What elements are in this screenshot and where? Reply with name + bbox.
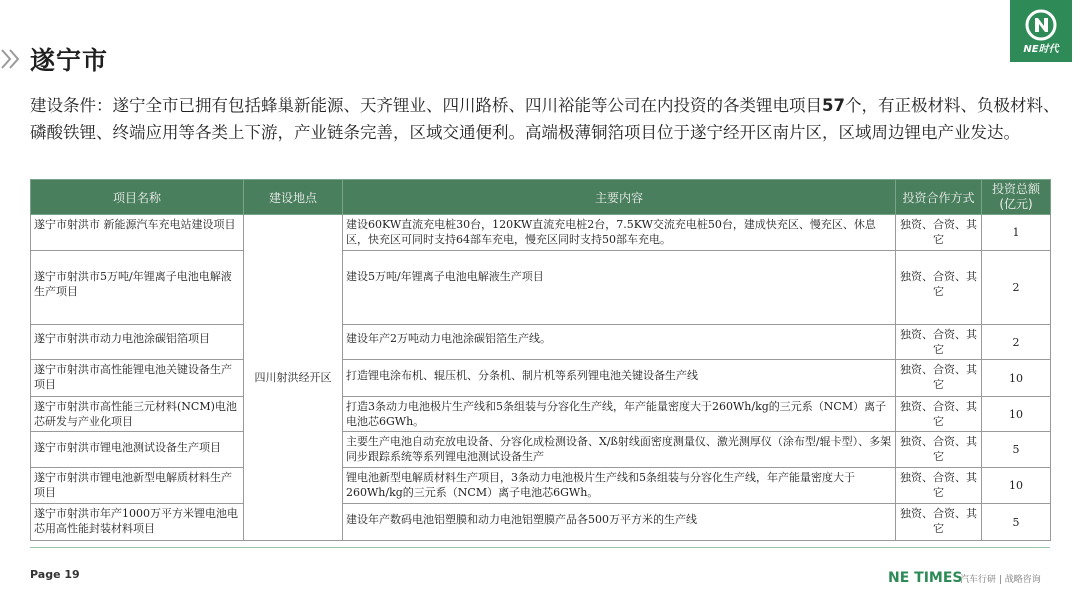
chevron-double-right-icon — [0, 44, 22, 74]
cell-content: 打造3条动力电池极片生产线和5条组装与分容化生产线，年产能量密度大于260Wh/kg的三元系（NCM）离子电池芯6GWh。 — [343, 397, 896, 432]
intro-count: 57 — [822, 96, 845, 115]
cell-coop: 独资、合资、其它 — [896, 325, 982, 360]
project-table — [30, 179, 1051, 541]
table-row — [31, 360, 1051, 397]
cell-content: 建设5万吨/年锂离子电池电解液生产项目 — [343, 251, 896, 325]
table-row — [31, 251, 1051, 325]
page-title: 遂宁市 — [30, 46, 109, 75]
intro-paragraph — [30, 92, 1060, 146]
cell-coop: 独资、合资、其它 — [896, 468, 982, 504]
cell-coop: 独资、合资、其它 — [896, 215, 982, 251]
cell-location: 四川射洪经开区 — [244, 215, 343, 541]
cell-content: 建设60KW直流充电桩30台，120KW直流充电桩2台，7.5KW交流充电桩50台，建成快充区、慢充区、休息区，快充区可同时支持64部车充电，慢充区同时支持50部车充电。 — [343, 215, 896, 251]
table-row — [31, 468, 1051, 504]
cell-coop: 独资、合资、其它 — [896, 360, 982, 397]
header-amount: 投资总额 (亿元) — [982, 180, 1051, 215]
table-row — [31, 504, 1051, 541]
cell-project-name: 遂宁市射洪市 新能源汽车充电站建设项目 — [31, 215, 244, 251]
cell-project-name: 遂宁市射洪市锂电池新型电解质材料生产项目 — [31, 468, 244, 504]
cell-project-name: 遂宁市射洪市5万吨/年锂离子电池电解液生产项目 — [31, 251, 244, 325]
cell-amount: 2 — [982, 325, 1051, 360]
cell-amount: 10 — [982, 397, 1051, 432]
header-coop: 投资合作方式 — [896, 180, 982, 215]
footer-divider — [30, 547, 1050, 548]
cell-project-name: 遂宁市射洪市高性能三元材料(NCM)电池芯研发与产业化项目 — [31, 397, 244, 432]
cell-amount: 1 — [982, 215, 1051, 251]
intro-text-after: 个，有正极材料、负极材料、磷酸铁锂、终端应用等各类上下游，产业链条完善，区域交通便利。高端极薄铜箔项目位于遂宁经开区南片区，区域周边锂电产业发达。 — [30, 96, 1060, 142]
intro-text-before: 遂宁全市已拥有包括蜂巢新能源、天齐锂业、四川路桥、四川裕能等公司在内投资的各类锂电项目 — [112, 96, 822, 115]
intro-label: 建设条件： — [30, 96, 113, 115]
cell-coop: 独资、合资、其它 — [896, 397, 982, 432]
cell-amount: 5 — [982, 504, 1051, 541]
cell-amount: 5 — [982, 432, 1051, 468]
cell-content: 锂电池新型电解质材料生产项目，3条动力电池极片生产线和5条组装与分容化生产线，年产能量密度大于260Wh/kg的三元系（NCM）离子电池芯6GWh。 — [343, 468, 896, 504]
cell-amount: 10 — [982, 360, 1051, 397]
table-row — [31, 397, 1051, 432]
header-content: 主要内容 — [343, 180, 896, 215]
logo-mark-icon — [1024, 8, 1058, 42]
table-row — [31, 432, 1051, 468]
cell-project-name: 遂宁市射洪市年产1000万平方米锂电池电芯用高性能封装材料项目 — [31, 504, 244, 541]
table-row — [31, 325, 1051, 360]
ne-times-logo — [1010, 0, 1072, 62]
cell-amount: 2 — [982, 251, 1051, 325]
cell-project-name: 遂宁市射洪市锂电池测试设备生产项目 — [31, 432, 244, 468]
header-location: 建设地点 — [244, 180, 343, 215]
cell-content: 打造锂电涂布机、辊压机、分条机、制片机等系列锂电池关键设备生产线 — [343, 360, 896, 397]
table-row — [31, 215, 1051, 251]
cell-coop: 独资、合资、其它 — [896, 251, 982, 325]
table-header-row — [31, 180, 1051, 215]
header-project-name: 项目名称 — [31, 180, 244, 215]
cell-coop: 独资、合资、其它 — [896, 504, 982, 541]
footer-brand: NE TIMES — [888, 570, 963, 586]
page-number: Page 19 — [30, 568, 80, 581]
logo-text: NE时代 — [1023, 43, 1059, 55]
footer-tagline: 汽车行研 | 战略咨询 — [960, 575, 1041, 585]
cell-amount: 10 — [982, 468, 1051, 504]
cell-content: 建设年产2万吨动力电池涂碳铝箔生产线。 — [343, 325, 896, 360]
cell-content: 主要生产电池自动充放电设备、分容化成检测设备、X/ß射线面密度测量仪、激光测厚仪（涂布型/辊卡型）、多架同步跟踪系统等系列锂电池测试设备生产 — [343, 432, 896, 468]
cell-content: 建设年产数码电池铝塑膜和动力电池铝塑膜产品各500万平方米的生产线 — [343, 504, 896, 541]
cell-project-name: 遂宁市射洪市动力电池涂碳铝箔项目 — [31, 325, 244, 360]
cell-coop: 独资、合资、其它 — [896, 432, 982, 468]
cell-project-name: 遂宁市射洪市高性能锂电池关键设备生产项目 — [31, 360, 244, 397]
